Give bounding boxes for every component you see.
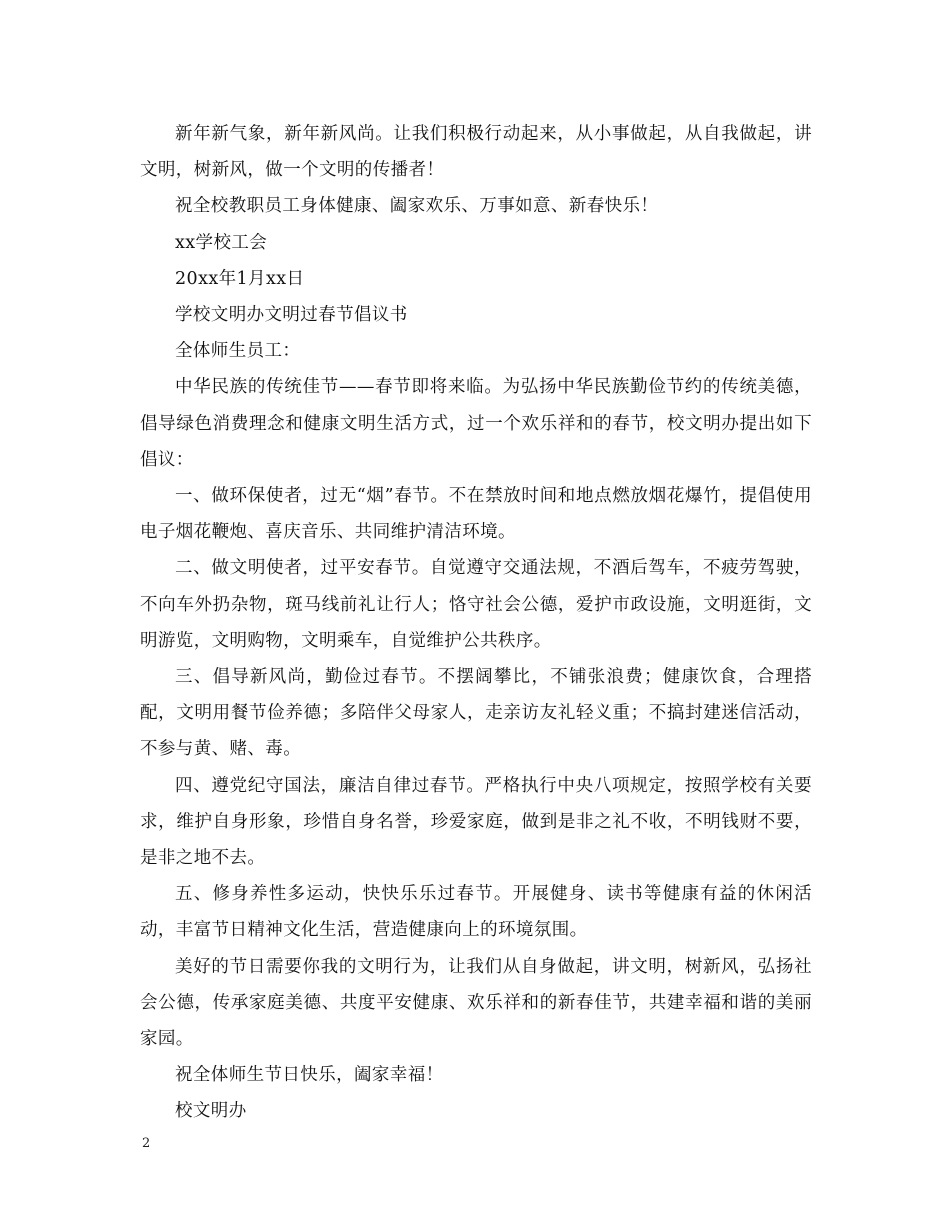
paragraph-item-3: 三、倡导新风尚，勤俭过春节。不摆阔攀比，不铺张浪费；健康饮食，合理搭配，文明用餐节俭养德；多陪伴父母家人，走亲访友礼轻义重；不搞封建迷信活动，不参与黄、赌、毒。 — [140, 667, 812, 760]
document-title: 学校文明办文明过春节倡议书 — [175, 305, 408, 326]
paragraph-closing-call: 新年新气象，新年新风尚。让我们积极行动起来，从小事做起，从自我做起，讲文明，树新风，做一个文明的传播者！ — [140, 124, 812, 181]
salutation: 全体师生员工： — [175, 341, 301, 362]
paragraph-wishes: 祝全体师生节日快乐，阖家幸福！ — [175, 1065, 444, 1086]
paragraph-intro: 中华民族的传统佳节——春节即将来临。为弘扬中华民族勤俭节约的传统美德，倡导绿色消费理念和健康文明生活方式，过一个欢乐祥和的春节，校文明办提出如下倡议： — [140, 377, 812, 470]
signature-union: xx学校工会 — [175, 232, 268, 253]
paragraph-item-4: 四、遵党纪守国法，廉洁自律过春节。严格执行中央八项规定，按照学校有关要求，维护自身形象，珍惜自身名誉，珍爱家庭，做到是非之礼不收，不明钱财不要，是非之地不去。 — [140, 775, 812, 869]
paragraph-item-2: 二、做文明使者，过平安春节。自觉遵守交通法规，不酒后驾车，不疲劳驾驶，不向车外扔杂物，斑马线前礼让行人；恪守社会公德，爱护市政设施，文明逛街，文明游览，文明购物，文明乘车，自觉维护公共秩序。 — [140, 558, 812, 651]
paragraph-conclusion: 美好的节日需要你我的文明行为，让我们从自身做起，讲文明，树新风，弘扬社会公德，传承家庭美德、共度平安健康、欢乐祥和的新春佳节，共建幸福和谐的美丽家园。 — [140, 956, 812, 1050]
paragraph-item-5: 五、修身养性多运动，快快乐乐过春节。开展健身、读书等健康有益的休闲活动，丰富节日精神文化生活，营造健康向上的环境氛围。 — [140, 884, 812, 941]
paragraph-item-1: 一、做环保使者，过无“烟”春节。不在禁放时间和地点燃放烟花爆竹，提倡使用电子烟花鞭炮、喜庆音乐、共同维护清洁环境。 — [140, 486, 812, 543]
paragraph-staff-wishes: 祝全校教职员工身体健康、阖家欢乐、万事如意、新春快乐！ — [175, 196, 659, 217]
signature-date: 20xx年1月xx日 — [175, 268, 305, 289]
signature-office: 校文明办 — [175, 1101, 247, 1122]
document-body — [140, 116, 812, 1130]
page-number: 2 — [142, 1136, 151, 1151]
